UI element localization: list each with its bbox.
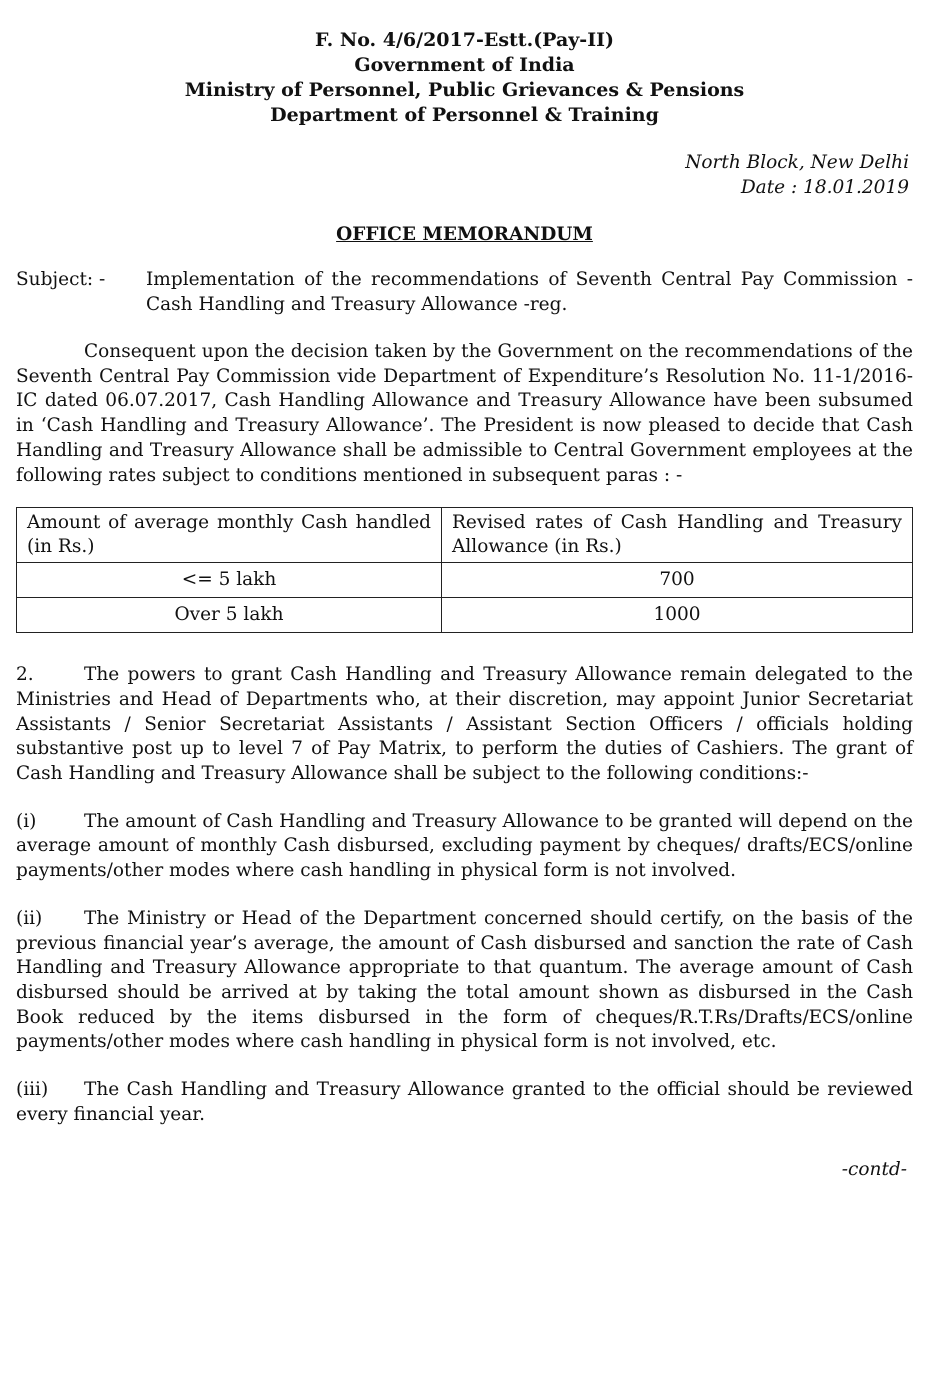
condition-number: (iii) — [16, 1079, 49, 1101]
table-header-cell: Amount of average monthly Cash handled (in Rs.) — [17, 508, 442, 563]
condition-number: (i) — [16, 810, 37, 832]
government-name: Government of India — [354, 54, 575, 76]
subject-label: Subject: - — [16, 269, 106, 290]
condition-text: The Cash Handling and Treasury Allowance granted to the official should be reviewed every financial year. — [16, 1079, 913, 1125]
table-cell-rate: 1000 — [442, 598, 913, 633]
paragraph-2 — [16, 663, 913, 787]
table-row — [17, 598, 913, 633]
subject-text: Implementation of the recommendations of Seventh Central Pay Commission - Cash Handling and Treasury Allowance -reg. — [146, 269, 913, 315]
department-name: Department of Personnel & Training — [270, 104, 659, 126]
condition-number: (ii) — [16, 907, 43, 929]
condition-text: The Ministry or Head of the Department concerned should certify, on the basis of the previous financial year’s average, the amount of Cash disbursed and sanction the rate of Cash Handling and Treasury Allowance appropriate to that quantum. The average amount of Cash disbursed should be arrived at by taking the total amount shown as disbursed in the Cash Book reduced by the items disbursed in the form of cheques/R.T.Rs/Drafts/ECS/online payments/other modes where cash handling in physical form is not involved, etc. — [16, 907, 913, 1053]
table-header-row — [17, 508, 913, 563]
paragraph-number: 2. — [16, 664, 34, 686]
condition-iii — [16, 1078, 913, 1127]
subject-line — [16, 267, 913, 317]
condition-text: The amount of Cash Handling and Treasury Allowance to be granted will depend on the average amount of monthly Cash disbursed, excluding payment by cheques/ drafts/ECS/online payments/other modes where cash handling in physical form is not involved. — [16, 810, 913, 882]
table-cell-amount: <= 5 lakh — [17, 563, 442, 598]
continued-marker: -contd- — [841, 1159, 907, 1181]
condition-i — [16, 810, 913, 884]
place-date-block — [16, 150, 913, 200]
paragraph-text: The powers to grant Cash Handling and Treasury Allowance remain delegated to the Ministries and Head of Departments who, at their discretion, may appoint Junior Secretariat Assistants / Senior Secretariat Assistants / Assistant Section Officers / officials holding substantive post up to level 7 of Pay Matrix, to perform the duties of Cashiers. The grant of Cash Handling and Treasury Allowance shall be subject to the following conditions:- — [16, 664, 913, 785]
memo-page — [16, 28, 913, 1180]
document-title: OFFICE MEMORANDUM — [336, 224, 593, 245]
file-number: F. No. 4/6/2017-Estt.(Pay-II) — [315, 29, 614, 51]
place: North Block, New Delhi — [685, 152, 909, 173]
date: Date : 18.01.2019 — [740, 177, 909, 198]
table-cell-rate: 700 — [442, 563, 913, 598]
condition-ii — [16, 907, 913, 1055]
table-cell-amount: Over 5 lakh — [17, 598, 442, 633]
intro-paragraph: Consequent upon the decision taken by the Government on the recommendations of the Seventh Central Pay Commission vide Department of Expenditure’s Resolution No. 11-1/2016-IC dated 06.07.2017, Cash Handling Allowance and Treasury Allowance have been subsumed in ‘Cash Handling and Treasury Allowance’. The President is now pleased to decide that Cash Handling and Treasury Allowance shall be admissible to Central Government employees at the following rates subject to conditions mentioned in subsequent paras : - — [16, 341, 913, 486]
ministry-name: Ministry of Personnel, Public Grievances & Pensions — [184, 79, 745, 101]
allowance-rates-table — [16, 507, 913, 633]
table-header-cell: Revised rates of Cash Handling and Treasury Allowance (in Rs.) — [442, 508, 913, 563]
letterhead — [16, 28, 913, 128]
table-row — [17, 563, 913, 598]
